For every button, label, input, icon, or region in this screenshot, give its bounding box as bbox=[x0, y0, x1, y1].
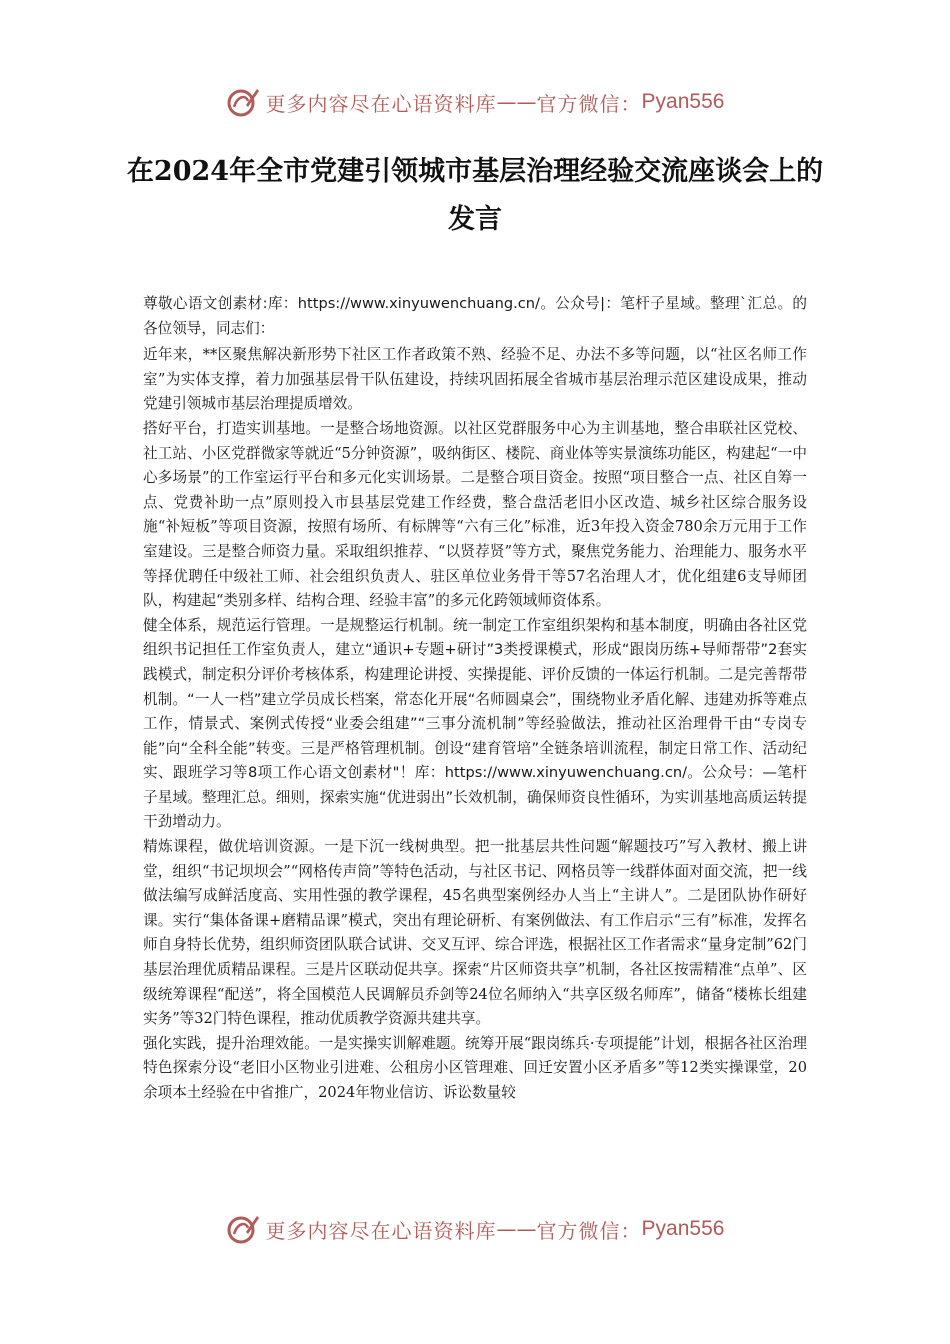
document-body bbox=[143, 292, 807, 1106]
footer-watermark-banner bbox=[0, 1209, 950, 1249]
banner-text: 更多内容尽在心语资料库 bbox=[265, 91, 497, 116]
intro-paragraph: 近年来，**区聚焦解决新形势下社区工作者政策不熟、经验不足、办法不多等问题，以“社区名师工作室”为实体支撑，着力加强基层骨干队伍建设，持续巩固拓展全省城市基层治理示范区建设成果，推动党建引领城市基层治理提质增效。 bbox=[143, 346, 807, 413]
banner-separator: —— bbox=[496, 90, 537, 114]
pen-swirl-icon bbox=[226, 85, 260, 119]
platform-paragraph: 搭好平台，打造实训基地。一是整合场地资源。以社区党群服务中心为主训基地，整合串联社区党校、社工站、小区党群微家等就近“5分钟资源”，吸纳街区、楼院、商业体等实景演练功能区，构建起“一中心多场景”的工作室运行平台和多元化实训场景。二是整合项目资金。按照“项目整合一点、社区自筹一点、党费补助一点”原则投入市县基层党建工作经费，整合盘活老旧小区改造、城乡社区综合服务设施“补短板”等项目资源，按照有场所、有标牌等“六有三化”标准，近3年投入资金780余万元用于工作室建设。三是整合师资力量。采取组织推荐、“以贤荐贤”等方式，聚焦党务能力、治理能力、服务水平等择优聘任中级社工师、社会组织负责人、驻区单位业务骨干等57名治理人才，优化组建6支导师团队，构建起“类别多样、结构合理、经验丰富”的多元化跨领域师资体系。 bbox=[143, 419, 807, 610]
system-paragraph: 健全体系，规范运行管理。一是规整运行机制。统一制定工作室组织架构和基本制度，明确由各社区党组织书记担任工作室负责人，建立“通识+专题+研讨”3类授课模式，形成“跟岗历练+导师帮带”2套实践模式，制定积分评价考核体系，构建理论讲授、实操提能、评价反馈的一体运行机制。二是完善帮带机制。“一人一档”建立学员成长档案，常态化开展“名师圆桌会”，围绕物业矛盾化解、违建劝拆等难点工作，情景式、案例式传授“业委会组建”“三事分流机制”等经验做法，推动社区治理骨干由“专岗专能”向“全科全能”转变。三是严格管理机制。创设“建育管培”全链条培训流程，制定日常工作、活动纪实、跟班学习等8项工作心语文创素材"！库：https://www.xinyuwenchuang.cn/。公众号：—笔杆子星域。整理汇总。细则，探索实施“优进弱出”长效机制，确保师资良性循环，为实训基地高质运转提干劲增动力。 bbox=[143, 616, 807, 831]
banner-wechat-label: 官方微信： bbox=[536, 1218, 642, 1243]
banner-wechat-label: 官方微信： bbox=[536, 91, 642, 116]
banner-wechat-id: Pyan556 bbox=[641, 90, 725, 113]
banner-wechat-id: Pyan556 bbox=[641, 1217, 725, 1240]
pen-swirl-icon bbox=[226, 1212, 260, 1246]
greeting-paragraph: 尊敬心语文创素材:库：https://www.xinyuwenchuang.cn/。公众号|：笔杆子星域。整理`汇总。的各位领导，同志们： bbox=[143, 295, 807, 337]
header-watermark-banner bbox=[0, 82, 950, 122]
practice-paragraph: 强化实践，提升治理效能。一是实操实训解难题。统筹开展“跟岗练兵·专项提能”计划，根据各社区治理特色探索分设“老旧小区物业引进难、公租房小区管理难、回迁安置小区矛盾多”等12类实操课堂，20余项本土经验在中省推广，2024年物业信访、诉讼数量较 bbox=[143, 1034, 807, 1101]
banner-text: 更多内容尽在心语资料库 bbox=[265, 1218, 497, 1243]
document-title: 在2024年全市党建引领城市基层治理经验交流座谈会上的发言 bbox=[126, 156, 824, 235]
course-paragraph: 精炼课程，做优培训资源。一是下沉一线树典型。把一批基层共性问题“解题技巧”写入教材、搬上讲堂，组织“书记坝坝会”“网格传声筒”等特色活动，与社区书记、网格员等一线群体面对面交流，把一线做法编写成鲜活度高、实用性强的教学课程，45名典型案例经办人当上“主讲人”。二是团队协作研好课。实行“集体备课+磨精品课”模式，突出有理论研析、有案例做法、有工作启示“三有”标准，发挥名师自身特长优势，组织师资团队联合试讲、交叉互评、综合评选，根据社区工作者需求“量身定制”62门基层治理优质精品课程。三是片区联动促共享。探索“片区师资共享”机制，各社区按需精准“点单”、区级统筹课程“配送”，将全国模范人民调解员乔剑等24位名师纳入“共享区级名师库”，储备“楼栋长组建实务”等32门特色课程，推动优质教学资源共建共享。 bbox=[143, 838, 807, 1028]
banner-separator: —— bbox=[496, 1217, 537, 1241]
